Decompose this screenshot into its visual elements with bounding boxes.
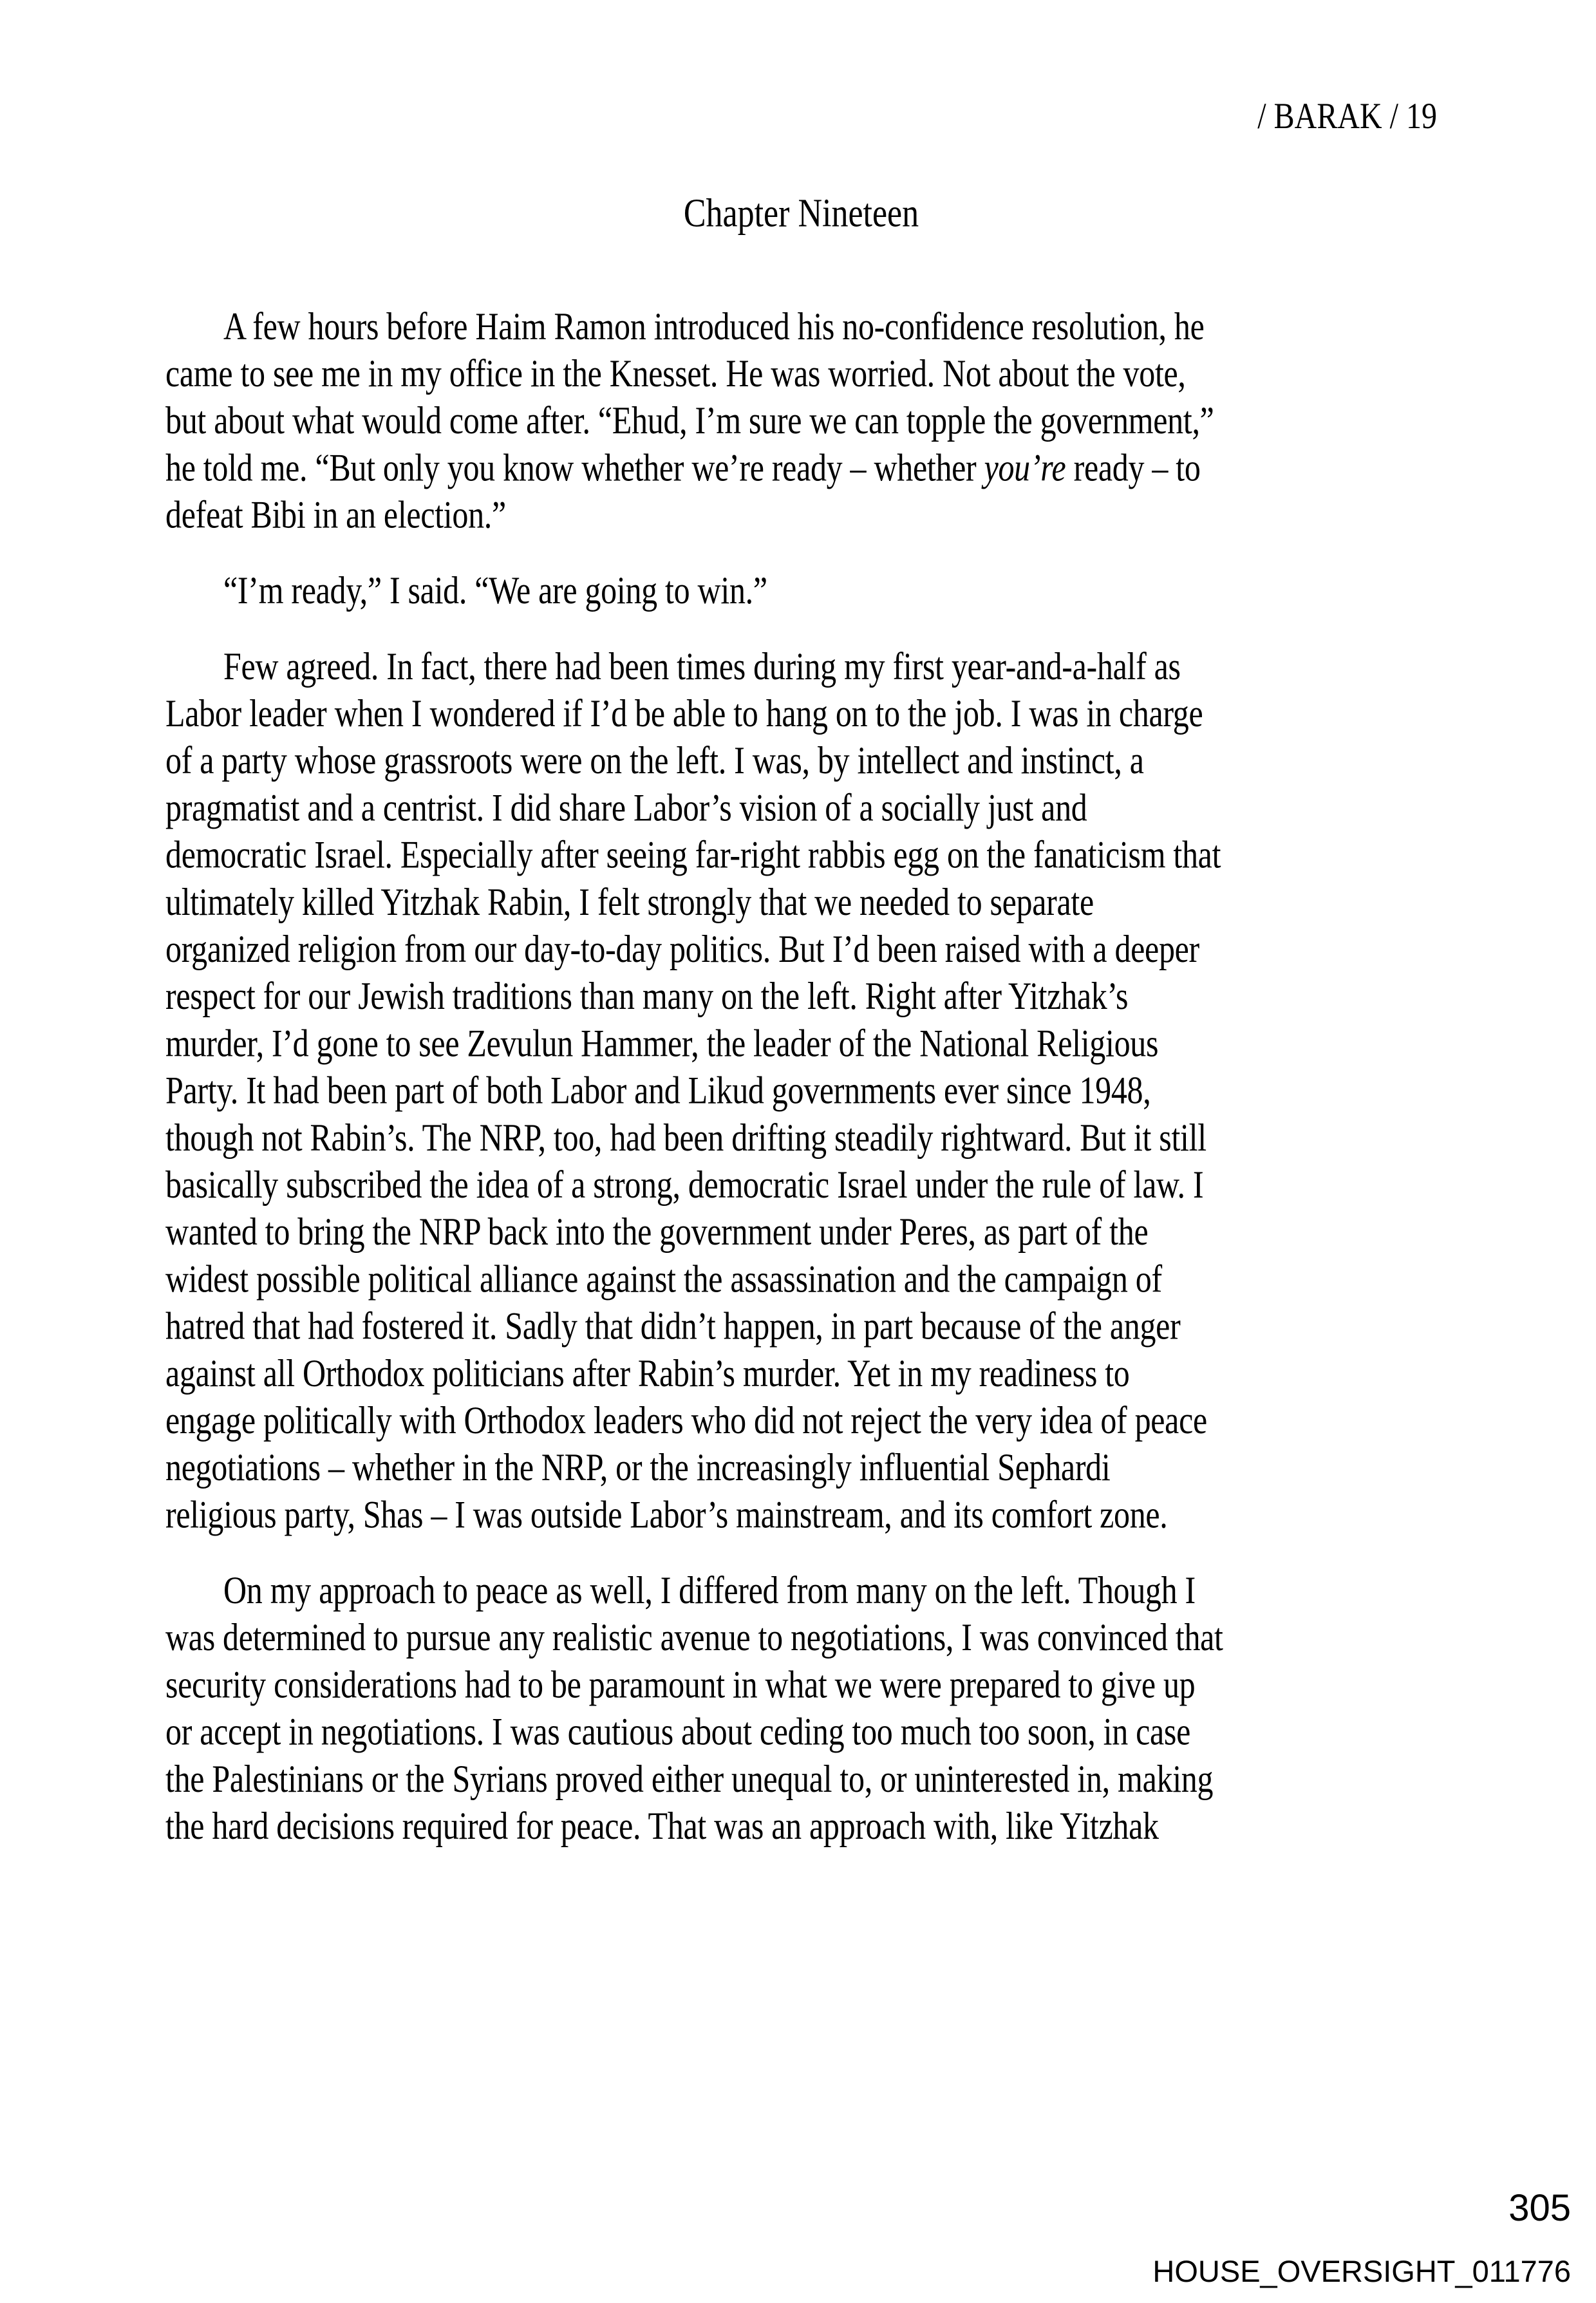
text-line bbox=[165, 1067, 1440, 1114]
text-line bbox=[165, 1349, 1440, 1396]
text-segment: of a party whose grassroots were on the left. I was, by intellect and instinct, a bbox=[165, 738, 1144, 782]
text-segment: the hard decisions required for peace. That was an approach with, like Yitzhak bbox=[165, 1804, 1159, 1848]
text-line bbox=[165, 1020, 1440, 1067]
text-segment: Party. It had been part of both Labor and Likud governments ever since 1948, bbox=[165, 1068, 1151, 1112]
text-line bbox=[165, 737, 1440, 784]
text-segment: engage politically with Orthodox leaders who did not reject the very idea of peace bbox=[165, 1398, 1207, 1442]
text-line bbox=[165, 1208, 1440, 1255]
paragraph bbox=[165, 643, 1440, 1538]
running-header: / BARAK / 19 bbox=[1257, 95, 1437, 137]
chapter-title: Chapter Nineteen bbox=[683, 191, 919, 236]
text-line bbox=[165, 1397, 1440, 1444]
bates-stamp: HOUSE_OVERSIGHT_011776 bbox=[1152, 2254, 1571, 2288]
text-segment: ready – to bbox=[1066, 446, 1201, 489]
text-segment: widest possible political alliance against the assassination and the campaign of bbox=[165, 1257, 1162, 1301]
text-segment: but about what would come after. “Ehud, I’m sure we can topple the government,” bbox=[165, 399, 1214, 442]
paragraph bbox=[165, 303, 1440, 538]
text-segment: wanted to bring the NRP back into the government under Peres, as part of the bbox=[165, 1210, 1149, 1254]
text-line bbox=[165, 1661, 1440, 1708]
text-line bbox=[165, 973, 1440, 1020]
text-line bbox=[165, 1444, 1440, 1491]
italic-text: you’re bbox=[984, 446, 1066, 489]
text-segment: “I’m ready,” I said. “We are going to win.” bbox=[223, 569, 767, 612]
text-segment: negotiations – whether in the NRP, or the increasingly influential Sephardi bbox=[165, 1445, 1111, 1489]
page-number: 305 bbox=[1508, 2187, 1571, 2229]
text-line bbox=[165, 1161, 1440, 1208]
text-segment: Few agreed. In fact, there had been times during my first year-and-a-half as bbox=[223, 644, 1181, 688]
text-segment: hatred that had fostered it. Sadly that didn’t happen, in part because of the anger bbox=[165, 1304, 1181, 1348]
text-segment: against all Orthodox politicians after Rabin’s murder. Yet in my readiness to bbox=[165, 1351, 1130, 1395]
text-segment: was determined to pursue any realistic avenue to negotiations, I was convinced that bbox=[165, 1615, 1223, 1659]
text-segment: ultimately killed Yitzhak Rabin, I felt strongly that we needed to separate bbox=[165, 879, 1094, 923]
text-segment: defeat Bibi in an election.” bbox=[165, 493, 506, 536]
text-line bbox=[165, 643, 1440, 690]
text-line bbox=[165, 878, 1440, 925]
text-line bbox=[165, 1614, 1440, 1661]
text-line bbox=[165, 350, 1440, 397]
text-line bbox=[165, 397, 1440, 444]
text-segment: democratic Israel. Especially after seeing far-right rabbis egg on the fanaticism that bbox=[165, 832, 1221, 876]
paragraph bbox=[165, 567, 1440, 614]
text-segment: though not Rabin’s. The NRP, too, had been drifting steadily rightward. But it still bbox=[165, 1115, 1206, 1160]
paragraph bbox=[165, 1567, 1440, 1850]
text-segment: Labor leader when I wondered if I’d be able to hang on to the job. I was in charge bbox=[165, 691, 1203, 735]
text-segment: he told me. “But only you know whether we’re ready – whether bbox=[165, 446, 984, 489]
text-segment: respect for our Jewish traditions than many on the left. Right after Yitzhak’s bbox=[165, 974, 1129, 1018]
text-segment: security considerations had to be paramount in what we were prepared to give up bbox=[165, 1662, 1196, 1706]
text-segment: came to see me in my office in the Knesset. He was worried. Not about the vote, bbox=[165, 352, 1186, 395]
text-segment: On my approach to peace as well, I differed from many on the left. Though I bbox=[223, 1568, 1196, 1612]
text-line bbox=[165, 1302, 1440, 1349]
text-line bbox=[165, 444, 1440, 491]
text-segment: organized religion from our day-to-day politics. But I’d been raised with a deeper bbox=[165, 927, 1199, 971]
text-line bbox=[165, 1255, 1440, 1302]
text-line bbox=[165, 690, 1440, 737]
text-segment: basically subscribed the idea of a strong, democratic Israel under the rule of law. I bbox=[165, 1163, 1204, 1207]
text-line bbox=[165, 926, 1440, 973]
text-segment: or accept in negotiations. I was cautious about ceding too much too soon, in case bbox=[165, 1709, 1190, 1753]
body-text bbox=[165, 303, 1440, 1849]
text-line bbox=[165, 1803, 1440, 1850]
text-segment: religious party, Shas – I was outside Labor’s mainstream, and its comfort zone. bbox=[165, 1492, 1168, 1536]
text-line bbox=[165, 491, 1440, 538]
text-segment: pragmatist and a centrist. I did share Labor’s vision of a socially just and bbox=[165, 785, 1087, 829]
text-line bbox=[165, 1491, 1440, 1538]
text-segment: A few hours before Haim Ramon introduced his no-confidence resolution, he bbox=[223, 304, 1205, 348]
text-line bbox=[165, 784, 1440, 831]
text-line bbox=[165, 1755, 1440, 1802]
text-line bbox=[165, 1567, 1440, 1614]
text-line bbox=[165, 303, 1440, 350]
text-segment: murder, I’d gone to see Zevulun Hammer, the leader of the National Religious bbox=[165, 1021, 1159, 1065]
text-line bbox=[165, 1114, 1440, 1161]
text-line bbox=[165, 567, 1440, 614]
text-segment: the Palestinians or the Syrians proved either unequal to, or uninterested in, making bbox=[165, 1756, 1214, 1800]
text-line bbox=[165, 1708, 1440, 1755]
text-line bbox=[165, 831, 1440, 878]
